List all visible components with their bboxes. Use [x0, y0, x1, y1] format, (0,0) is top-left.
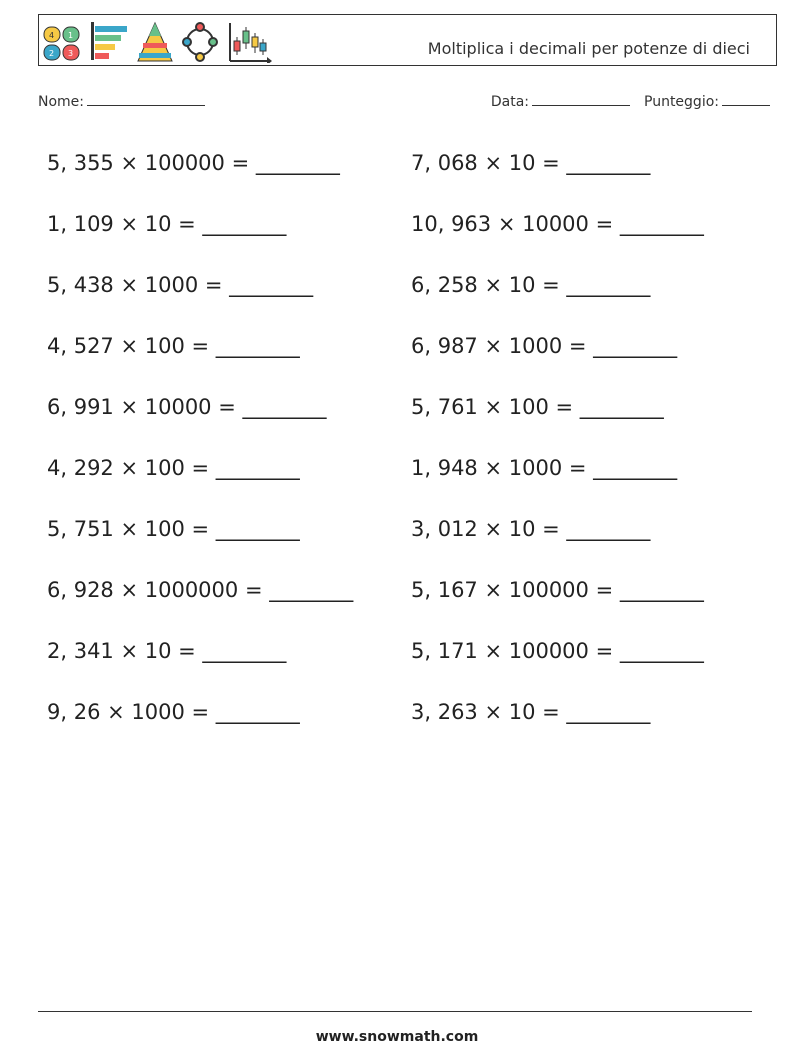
problem-item — [47, 517, 300, 541]
problem-item — [47, 578, 353, 602]
answer-blank[interactable]: ________ — [566, 700, 651, 724]
problem-item — [47, 273, 313, 297]
problem-expression: 3, 263 × 10 = — [411, 700, 560, 724]
problem-expression: 5, 751 × 100 = — [47, 517, 210, 541]
answer-blank[interactable]: ________ — [619, 639, 704, 663]
problem-item — [411, 639, 704, 663]
svg-text:2: 2 — [49, 49, 55, 58]
problem-expression: 4, 292 × 100 = — [47, 456, 210, 480]
svg-text:1: 1 — [68, 31, 74, 40]
problem-item — [411, 334, 677, 358]
problem-expression: 6, 991 × 10000 = — [47, 395, 236, 419]
answer-blank[interactable]: ________ — [215, 456, 300, 480]
problem-item — [411, 578, 704, 602]
worksheet-title: Moltiplica i decimali per potenze di dieci — [427, 39, 750, 58]
answer-blank[interactable]: ________ — [215, 700, 300, 724]
problem-item — [47, 395, 327, 419]
problem-item — [47, 151, 340, 175]
problem-expression: 1, 948 × 1000 = — [411, 456, 587, 480]
answer-blank[interactable]: ________ — [593, 334, 678, 358]
answer-blank[interactable]: ________ — [269, 578, 354, 602]
problem-expression: 10, 963 × 10000 = — [411, 212, 614, 236]
problem-item — [47, 212, 286, 236]
name-label: Nome: — [38, 94, 85, 110]
problem-item — [411, 456, 677, 480]
problem-expression: 5, 355 × 100000 = — [47, 151, 250, 175]
answer-blank[interactable]: ________ — [202, 212, 287, 236]
svg-text:3: 3 — [68, 49, 74, 58]
problem-expression: 5, 171 × 100000 = — [411, 639, 614, 663]
problem-item — [47, 334, 300, 358]
problem-item — [411, 212, 704, 236]
answer-blank[interactable]: ________ — [229, 273, 314, 297]
problem-expression: 6, 258 × 10 = — [411, 273, 560, 297]
problem-expression: 2, 341 × 10 = — [47, 639, 196, 663]
answer-blank[interactable]: ________ — [215, 334, 300, 358]
problem-expression: 6, 928 × 1000000 = — [47, 578, 263, 602]
date-label: Data: — [490, 94, 529, 110]
problem-expression: 5, 761 × 100 = — [411, 395, 574, 419]
answer-blank[interactable]: ________ — [593, 456, 678, 480]
answer-blank[interactable]: ________ — [566, 273, 651, 297]
problem-expression: 7, 068 × 10 = — [411, 151, 560, 175]
problem-expression: 3, 012 × 10 = — [411, 517, 560, 541]
problem-item — [411, 395, 664, 419]
answer-blank[interactable]: ________ — [566, 517, 651, 541]
answer-blank[interactable]: ________ — [215, 517, 300, 541]
answer-blank[interactable]: ________ — [566, 151, 651, 175]
problem-expression: 1, 109 × 10 = — [47, 212, 196, 236]
problem-item — [411, 273, 650, 297]
answer-blank[interactable]: ________ — [619, 578, 704, 602]
problem-item — [47, 639, 286, 663]
problem-item — [411, 700, 650, 724]
score-label: Punteggio: — [644, 94, 719, 110]
problem-expression: 6, 987 × 1000 = — [411, 334, 587, 358]
problem-item — [47, 456, 300, 480]
problem-expression: 9, 26 × 1000 = — [47, 700, 210, 724]
answer-blank[interactable]: ________ — [242, 395, 327, 419]
problem-expression: 5, 438 × 1000 = — [47, 273, 223, 297]
problem-item — [411, 151, 650, 175]
answer-blank[interactable]: ________ — [619, 212, 704, 236]
problem-item — [411, 517, 650, 541]
answer-blank[interactable]: ________ — [202, 639, 287, 663]
footer-divider — [38, 1011, 752, 1012]
problem-expression: 4, 527 × 100 = — [47, 334, 210, 358]
problem-item — [47, 700, 300, 724]
answer-blank[interactable]: ________ — [255, 151, 340, 175]
footer-url[interactable]: www.snowmath.com — [315, 1029, 479, 1045]
svg-text:4: 4 — [49, 31, 55, 40]
problem-expression: 5, 167 × 100000 = — [411, 578, 614, 602]
answer-blank[interactable]: ________ — [579, 395, 664, 419]
